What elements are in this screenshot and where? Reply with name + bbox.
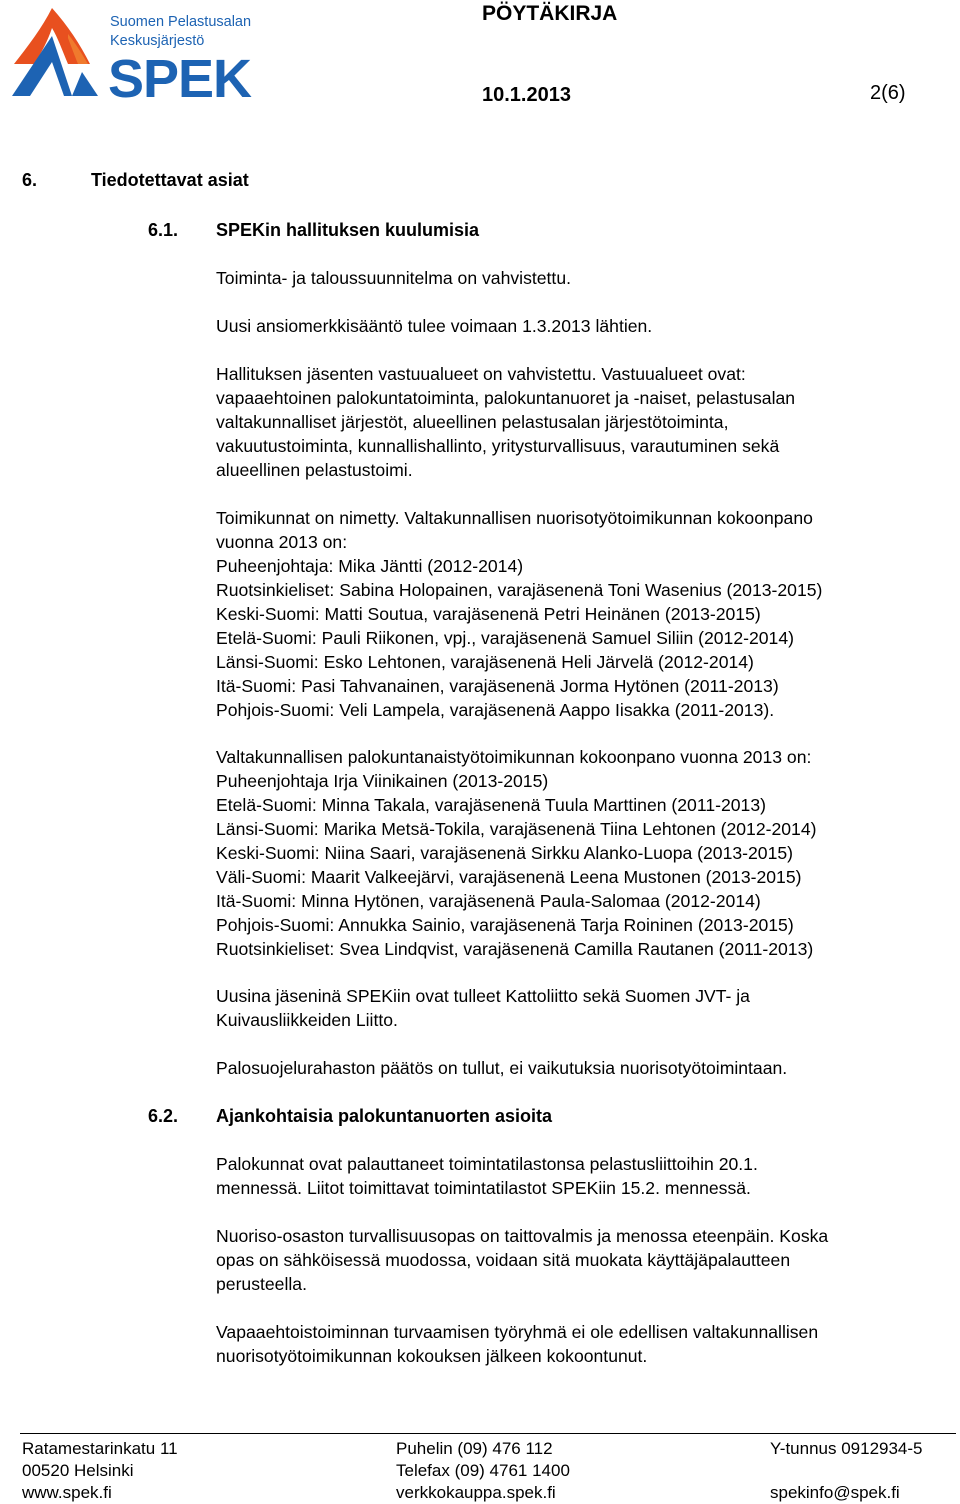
section-number: 6. [22, 170, 38, 190]
paragraph [216, 1224, 828, 1296]
section-title: Tiedotettavat asiat [91, 170, 249, 190]
footer-text: Telefax (09) 4761 1400 [396, 1461, 570, 1480]
flame-icon [8, 8, 104, 100]
text-line: Länsi-Suomi: Marika Metsä-Tokila, varajäsenenä Tiina Lehtonen (2012-2014) [216, 819, 817, 839]
document-date: 10.1.2013 [482, 84, 571, 106]
paragraph [216, 1320, 818, 1368]
text-line: Toimikunnat on nimetty. Valtakunnallisen nuorisotyötoimikunnan kokoonpano [216, 508, 813, 528]
paragraph [216, 745, 816, 961]
paragraph [216, 984, 750, 1032]
footer-address [22, 1438, 178, 1504]
text-line: opas on sähköisessä muodossa, voidaan sitä muokata käyttäjäpalautteen [216, 1250, 791, 1270]
text-line: vuonna 2013 on: [216, 532, 348, 552]
footer-text: 00520 Helsinki [22, 1461, 134, 1480]
document-title: PÖYTÄKIRJA [482, 2, 618, 25]
text-line: Puheenjohtaja: Mika Jäntti (2012-2014) [216, 556, 524, 576]
text-line: Puheenjohtaja Irja Viinikainen (2013-2015) [216, 771, 549, 791]
text-line: Pohjois-Suomi: Annukka Sainio, varajäsenenä Tarja Roininen (2013-2015) [216, 915, 794, 935]
text-line: Vapaaehtoistoiminnan turvaamisen työryhmä ei ole edellisen valtakunnallisen [216, 1322, 819, 1342]
text-line: vapaaehtoinen palokuntatoiminta, palokuntanuoret ja -naiset, pelastusalan [216, 388, 796, 408]
footer-link[interactable]: www.spek.fi [22, 1483, 112, 1502]
text-line: Väli-Suomi: Maarit Valkeejärvi, varajäsenenä Leena Mustonen (2013-2015) [216, 867, 802, 887]
logo-line-1: Suomen Pelastusalan [110, 14, 252, 30]
paragraph [216, 362, 795, 482]
page-number: 2(6) [870, 82, 906, 104]
logo-wordmark: SPEK [108, 49, 252, 109]
text-line: Ruotsinkieliset: Svea Lindqvist, varajäsenenä Camilla Rautanen (2011-2013) [216, 939, 814, 959]
text-line: Uusina jäseninä SPEKiin ovat tulleet Kattoliitto sekä Suomen JVT- ja [216, 986, 750, 1006]
footer-text: Ratamestarinkatu 11 [22, 1439, 178, 1458]
footer-email-link[interactable]: spekinfo@spek.fi [770, 1483, 900, 1502]
footer-text [770, 1460, 923, 1482]
footer-divider [20, 1433, 956, 1434]
logo-line-2: Keskusjärjestö [110, 33, 205, 49]
text-line: nuorisotyötoimikunnan kokouksen jälkeen kokoontunut. [216, 1346, 648, 1366]
footer-text: Y-tunnus 0912934-5 [770, 1439, 923, 1458]
text-line: Etelä-Suomi: Minna Takala, varajäsenenä Tuula Marttinen (2011-2013) [216, 795, 766, 815]
spek-logo [8, 8, 258, 109]
text-line: Kuivausliikkeiden Liitto. [216, 1010, 398, 1030]
paragraph [216, 506, 822, 722]
text-line: Ruotsinkieliset: Sabina Holopainen, varajäsenenä Toni Wasenius (2013-2015) [216, 580, 823, 600]
text-line: Itä-Suomi: Minna Hytönen, varajäsenenä Paula-Salomaa (2012-2014) [216, 891, 761, 911]
text-line: Palosuojelurahaston päätös on tullut, ei vaikutuksia nuorisotyötoimintaan. [216, 1058, 788, 1078]
paragraph [216, 266, 571, 290]
footer-business-id [770, 1438, 923, 1504]
text-line: Itä-Suomi: Pasi Tahvanainen, varajäsenenä Jorma Hytönen (2011-2013) [216, 676, 779, 696]
text-line: Nuoriso-osaston turvallisuusopas on taittovalmis ja menossa eteenpäin. Koska [216, 1226, 829, 1246]
subsection-title: Ajankohtaisia palokuntanuorten asioita [216, 1106, 553, 1126]
text-line: Länsi-Suomi: Esko Lehtonen, varajäsenenä Heli Järvelä (2012-2014) [216, 652, 754, 672]
subsection-title: SPEKin hallituksen kuulumisia [216, 220, 480, 240]
text-line: mennessä. Liitot toimittavat toimintatilastot SPEKiin 15.2. mennessä. [216, 1178, 751, 1198]
footer-link[interactable]: verkkokauppa.spek.fi [396, 1483, 556, 1502]
text-line: perusteella. [216, 1274, 307, 1294]
text-line: Keski-Suomi: Matti Soutua, varajäsenenä Petri Heinänen (2013-2015) [216, 604, 761, 624]
footer-text: Puhelin (09) 476 112 [396, 1439, 553, 1458]
text-line: Keski-Suomi: Niina Saari, varajäsenenä Sirkku Alanko-Luopa (2013-2015) [216, 843, 794, 863]
text-line: alueellinen pelastustoimi. [216, 460, 413, 480]
paragraph [216, 1056, 787, 1080]
text-line: Pohjois-Suomi: Veli Lampela, varajäsenenä Aappo Iisakka (2011-2013). [216, 700, 775, 720]
paragraph [216, 1152, 758, 1200]
subsection-number: 6.1. [148, 220, 179, 240]
text-line: Palokunnat ovat palauttaneet toimintatilastonsa pelastusliittoihin 20.1. [216, 1154, 758, 1174]
text-line: Hallituksen jäsenten vastuualueet on vahvistettu. Vastuualueet ovat: [216, 364, 746, 384]
text-line: vakuutustoiminta, kunnallishallinto, yritysturvallisuus, varautuminen sekä [216, 436, 780, 456]
text-line: Valtakunnallisen palokuntanaistyötoimikunnan kokoonpano vuonna 2013 on: [216, 747, 812, 767]
footer-contact [396, 1438, 570, 1504]
text-line: Uusi ansiomerkkisääntö tulee voimaan 1.3.2013 lähtien. [216, 316, 653, 336]
text-line: Toiminta- ja taloussuunnitelma on vahvistettu. [216, 268, 571, 288]
paragraph [216, 314, 652, 338]
subsection-number: 6.2. [148, 1106, 179, 1126]
text-line: Etelä-Suomi: Pauli Riikonen, vpj., varajäsenenä Samuel Siliin (2012-2014) [216, 628, 794, 648]
text-line: valtakunnalliset järjestöt, alueellinen pelastusalan järjestötoiminta, [216, 412, 729, 432]
